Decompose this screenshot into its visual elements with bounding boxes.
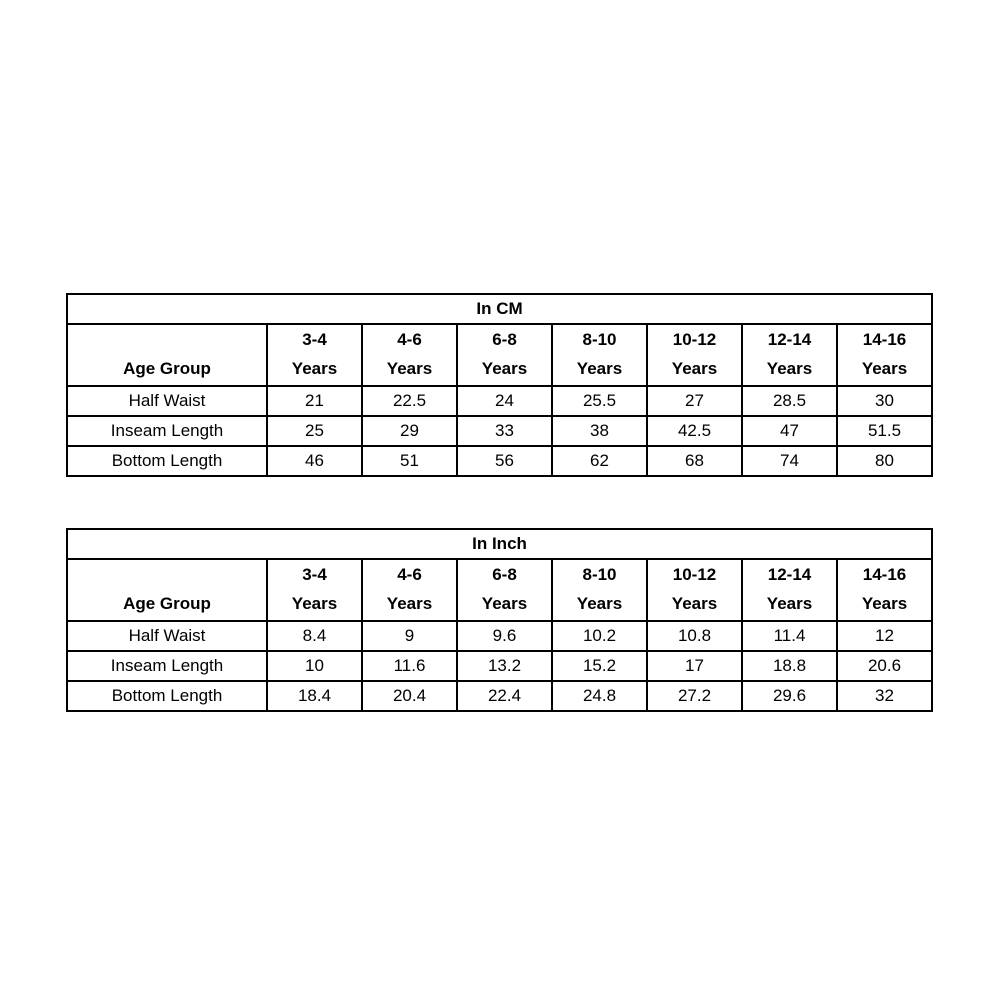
table-cell: 9: [362, 621, 457, 651]
row-header-label: Age Group: [67, 324, 267, 386]
column-header: [647, 324, 742, 386]
column-header-age-range: 3-4: [302, 330, 327, 349]
table-cell: 47: [742, 416, 837, 446]
table-cell: 8.4: [267, 621, 362, 651]
table-cell: 27.2: [647, 681, 742, 711]
column-header: [457, 324, 552, 386]
table-cell: 74: [742, 446, 837, 476]
table-cell: 29.6: [742, 681, 837, 711]
table-cell: 20.4: [362, 681, 457, 711]
column-header: [837, 324, 932, 386]
column-header-age-range: 8-10: [582, 565, 617, 584]
table-cell: 10: [267, 651, 362, 681]
size-table-cm: [66, 293, 933, 477]
column-header-age-range: 6-8: [492, 565, 517, 584]
column-header-age-range: 14-16: [862, 330, 907, 349]
column-header-age-range: 14-16: [862, 565, 907, 584]
table-cell: 46: [267, 446, 362, 476]
column-header: [742, 559, 837, 621]
table-cell: 25.5: [552, 386, 647, 416]
column-header-unit: Years: [671, 594, 718, 613]
table-cell: 25: [267, 416, 362, 446]
row-label: Bottom Length: [67, 681, 267, 711]
column-header-age-range: 4-6: [397, 330, 422, 349]
table-cell: 51: [362, 446, 457, 476]
table-cell: 18.4: [267, 681, 362, 711]
table-cell: 24: [457, 386, 552, 416]
table-cell: 12: [837, 621, 932, 651]
column-header: [552, 324, 647, 386]
table-cell: 30: [837, 386, 932, 416]
table-cell: 38: [552, 416, 647, 446]
table-cell: 20.6: [837, 651, 932, 681]
row-label: Bottom Length: [67, 446, 267, 476]
table-row: [67, 621, 932, 651]
column-header-age-range: 12-14: [767, 565, 812, 584]
column-header-age-range: 3-4: [302, 565, 327, 584]
column-header: [362, 324, 457, 386]
table-cell: 22.4: [457, 681, 552, 711]
row-header-label: Age Group: [67, 559, 267, 621]
table-cell: 62: [552, 446, 647, 476]
column-header-unit: Years: [576, 594, 623, 613]
table-row: [67, 416, 932, 446]
row-label: Half Waist: [67, 386, 267, 416]
table-cell: 29: [362, 416, 457, 446]
table-cell: 17: [647, 651, 742, 681]
column-header: [647, 559, 742, 621]
table-cell: 9.6: [457, 621, 552, 651]
table-cell: 10.2: [552, 621, 647, 651]
column-header-age-range: 10-12: [672, 565, 717, 584]
table-cell: 42.5: [647, 416, 742, 446]
row-label: Inseam Length: [67, 416, 267, 446]
table-caption: In CM: [67, 294, 932, 324]
column-header-age-range: 6-8: [492, 330, 517, 349]
table-cell: 21: [267, 386, 362, 416]
table-cell: 10.8: [647, 621, 742, 651]
column-header: [837, 559, 932, 621]
column-header-unit: Years: [291, 594, 338, 613]
table-row: [67, 386, 932, 416]
table-cell: 11.6: [362, 651, 457, 681]
column-header-age-range: 8-10: [582, 330, 617, 349]
table-header-row: [67, 324, 932, 386]
size-table-inch: [66, 528, 933, 712]
column-header: [742, 324, 837, 386]
column-header: [267, 324, 362, 386]
column-header-age-range: 12-14: [767, 330, 812, 349]
table-cell: 27: [647, 386, 742, 416]
column-header-age-range: 10-12: [672, 330, 717, 349]
column-header-unit: Years: [386, 594, 433, 613]
column-header-unit: Years: [386, 359, 433, 378]
table-cell: 56: [457, 446, 552, 476]
table-cell: 11.4: [742, 621, 837, 651]
table-body: [67, 386, 932, 476]
column-header-unit: Years: [481, 594, 528, 613]
table-caption-row: [67, 529, 932, 559]
column-header: [552, 559, 647, 621]
table-cell: 22.5: [362, 386, 457, 416]
table-row: [67, 681, 932, 711]
column-header: [267, 559, 362, 621]
table-cell: 15.2: [552, 651, 647, 681]
table-cell: 18.8: [742, 651, 837, 681]
table-cell: 80: [837, 446, 932, 476]
table-cell: 51.5: [837, 416, 932, 446]
column-header-age-range: 4-6: [397, 565, 422, 584]
column-header-unit: Years: [861, 359, 908, 378]
table-cell: 13.2: [457, 651, 552, 681]
column-header-unit: Years: [576, 359, 623, 378]
table-row: [67, 446, 932, 476]
column-header-unit: Years: [481, 359, 528, 378]
table-caption-row: [67, 294, 932, 324]
column-header-unit: Years: [766, 359, 813, 378]
row-label: Half Waist: [67, 621, 267, 651]
table-cell: 68: [647, 446, 742, 476]
table-cell: 28.5: [742, 386, 837, 416]
column-header-unit: Years: [766, 594, 813, 613]
table-body: [67, 621, 932, 711]
column-header: [457, 559, 552, 621]
table-cell: 24.8: [552, 681, 647, 711]
row-label: Inseam Length: [67, 651, 267, 681]
table-cell: 32: [837, 681, 932, 711]
table-header-row: [67, 559, 932, 621]
column-header-unit: Years: [291, 359, 338, 378]
table-cell: 33: [457, 416, 552, 446]
table-caption: In Inch: [67, 529, 932, 559]
column-header-unit: Years: [861, 594, 908, 613]
column-header-unit: Years: [671, 359, 718, 378]
table-row: [67, 651, 932, 681]
column-header: [362, 559, 457, 621]
